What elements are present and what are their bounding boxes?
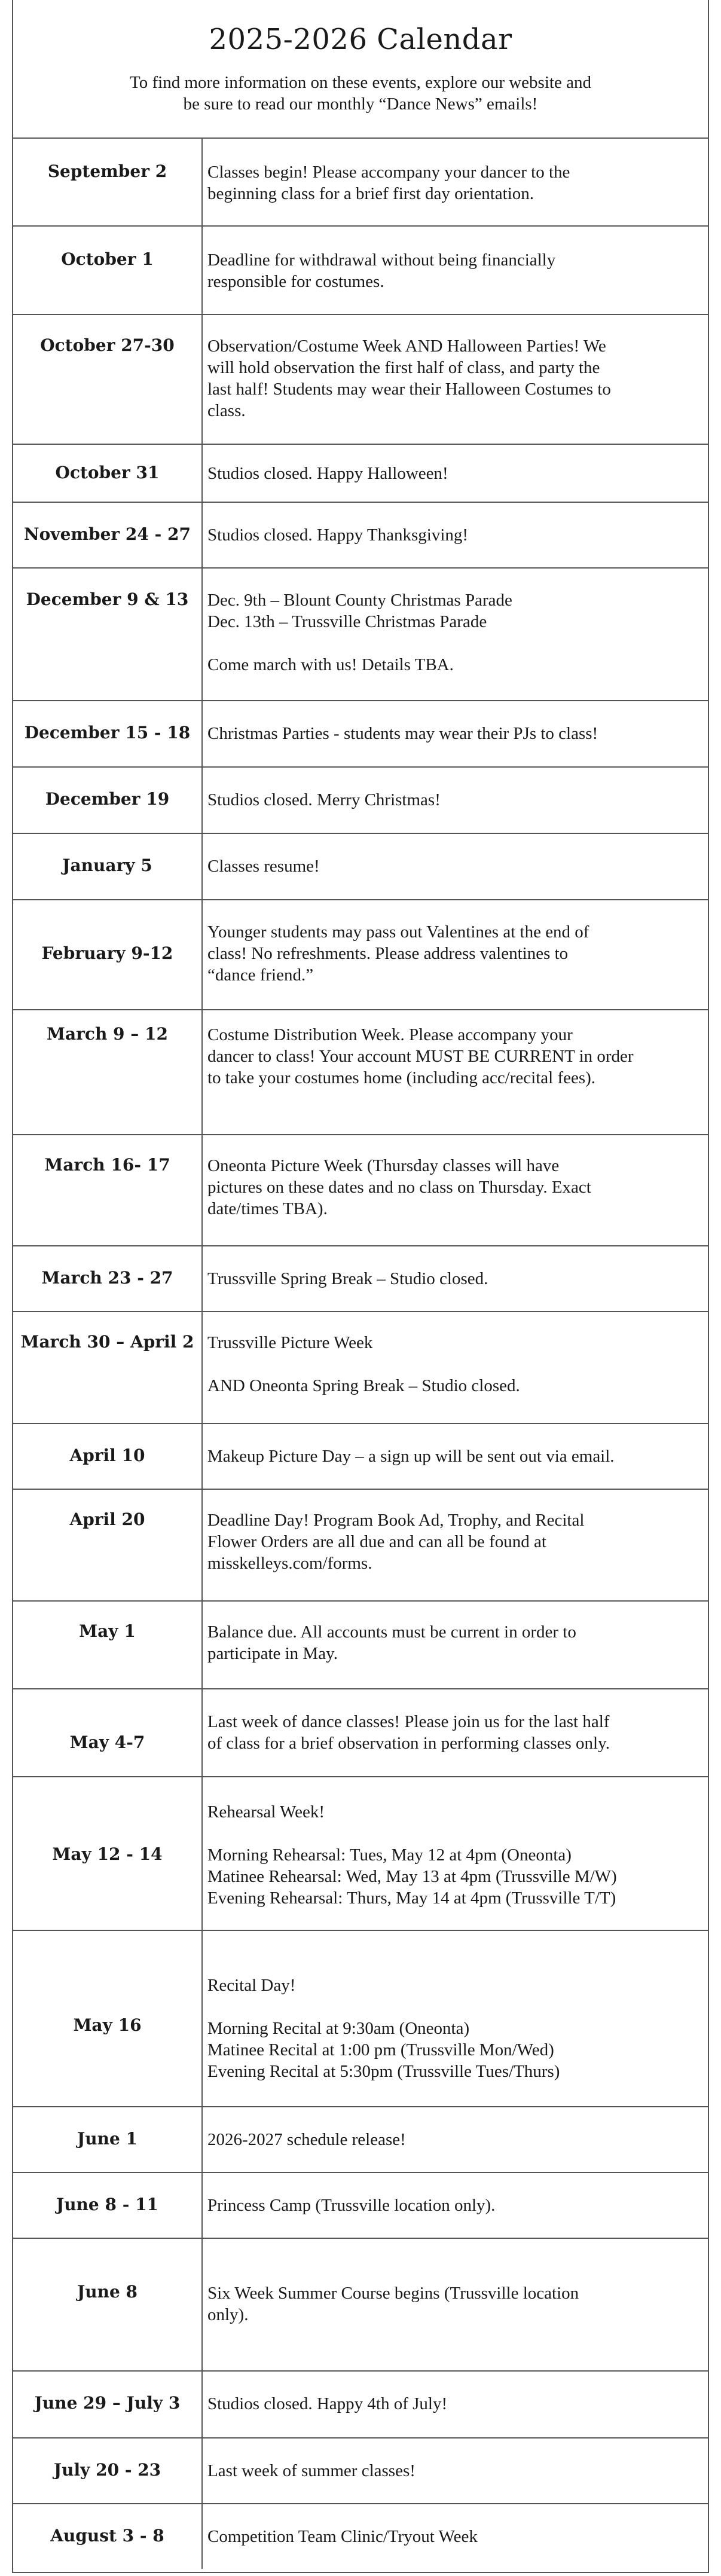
event-description [203, 701, 708, 766]
event-row-june-1 [13, 2107, 708, 2173]
event-date-text: May 1 [79, 1621, 136, 1641]
event-date-text: May 16 [73, 2015, 142, 2035]
event-date-text: June 1 [77, 2129, 138, 2149]
event-description-line: last half! Students may wear their Halloween Costumes to [207, 380, 611, 399]
event-description-line: Trussville Spring Break – Studio closed. [207, 1269, 488, 1288]
event-description [203, 569, 708, 700]
event-date-text: May 12 - 14 [52, 1844, 163, 1864]
event-date [13, 227, 203, 314]
event-date [13, 900, 203, 1009]
event-description-line: Younger students may pass out Valentines at the end of [207, 922, 589, 942]
event-date-text: August 3 - 8 [50, 2526, 164, 2546]
event-description-line: class. [207, 401, 246, 420]
event-description-line: Rehearsal Week! [207, 1802, 325, 1822]
event-description-line [207, 1823, 702, 1844]
event-date [13, 503, 203, 567]
event-date-text: September 2 [47, 161, 167, 181]
event-description-line: Last week of summer classes! [207, 2461, 416, 2480]
event-description-line: of class for a brief observation in performing classes only. [207, 1734, 610, 1753]
event-row-may-1 [13, 1602, 708, 1689]
event-row-march-9-12 [13, 1010, 708, 1135]
event-description-line: to take your costumes home (including acc/recital fees). [207, 1068, 596, 1087]
event-description [203, 1010, 708, 1134]
event-row-may-12-14 [13, 1777, 708, 1931]
event-row-april-20 [13, 1490, 708, 1602]
event-description-line: will hold observation the first half of class, and party the [207, 358, 600, 377]
event-row-june-29-july-3 [13, 2372, 708, 2439]
event-description-line: dancer to class! Your account MUST BE CURRENT in order [207, 1047, 634, 1066]
event-description [203, 2239, 708, 2370]
event-description-line [207, 1996, 702, 2018]
event-description-line: Observation/Costume Week AND Halloween Parties! We [207, 337, 606, 356]
event-date [13, 2107, 203, 2172]
event-description-line: “dance friend.” [207, 965, 314, 985]
event-description-line: Morning Rehearsal: Tues, May 12 at 4pm (Oneonta) [207, 1845, 572, 1865]
event-date [13, 1602, 203, 1688]
event-row-march-23-27 [13, 1246, 708, 1312]
event-date-text: March 23 - 27 [41, 1268, 173, 1288]
event-date [13, 2173, 203, 2238]
event-row-july-20-23 [13, 2439, 708, 2504]
event-row-may-4-7 [13, 1689, 708, 1777]
event-description [203, 445, 708, 502]
event-description [203, 900, 708, 1009]
event-row-october-1 [13, 227, 708, 315]
event-date-text: July 20 - 23 [53, 2460, 161, 2480]
event-date [13, 315, 203, 444]
calendar-header [13, 0, 708, 139]
event-description-line: Competition Team Clinic/Tryout Week [207, 2527, 478, 2546]
event-description-line: participate in May. [207, 1644, 338, 1663]
event-date-text: January 5 [62, 855, 152, 875]
event-description [203, 503, 708, 567]
event-date [13, 1312, 203, 1423]
event-description [203, 2439, 708, 2503]
event-row-june-8 [13, 2239, 708, 2372]
event-description [203, 768, 708, 833]
event-row-december-15-18 [13, 701, 708, 768]
event-row-december-9-13 [13, 569, 708, 701]
event-description-line: responsible for costumes. [207, 272, 384, 291]
event-description-line: Oneonta Picture Week (Thursday classes will have [207, 1156, 560, 1175]
event-description-line [207, 1353, 702, 1375]
event-date-text: October 27-30 [40, 335, 175, 355]
event-date-text: April 10 [69, 1446, 145, 1465]
event-description-line: Flower Orders are all due and can all be found at [207, 1532, 546, 1551]
event-description-line: Princess Camp (Trussville location only). [207, 2196, 496, 2215]
event-description-line: Christmas Parties - students may wear their PJs to class! [207, 724, 598, 743]
event-date [13, 834, 203, 899]
event-date-text: November 24 - 27 [24, 524, 191, 544]
event-description-line: Evening Rehearsal: Thurs, May 14 at 4pm (Trussville T/T) [207, 1889, 616, 1908]
event-description-line: Dec. 9th – Blount County Christmas Parade [207, 591, 512, 610]
event-description-line: Dec. 13th – Trussville Christmas Parade [207, 612, 487, 631]
event-date-text: March 30 – April 2 [20, 1332, 194, 1352]
event-row-january-5 [13, 834, 708, 900]
event-description [203, 1424, 708, 1489]
event-description [203, 227, 708, 314]
event-row-may-16 [13, 1931, 708, 2107]
event-date [13, 2372, 203, 2437]
event-date [13, 139, 203, 225]
event-row-february-9-12 [13, 900, 708, 1010]
event-date-text: October 31 [55, 463, 160, 482]
event-description-line: misskelleys.com/forms. [207, 1554, 372, 1573]
event-date [13, 1246, 203, 1311]
event-date [13, 2239, 203, 2370]
event-description [203, 2504, 708, 2569]
event-date-text: April 20 [69, 1509, 145, 1529]
intro-line: be sure to read our monthly “Dance News” emails! [183, 94, 538, 114]
event-date-text: June 29 – July 3 [34, 2393, 181, 2413]
event-description-line: Trussville Picture Week [207, 1333, 373, 1352]
event-row-june-8-11 [13, 2173, 708, 2239]
calendar-table [12, 0, 709, 2573]
page-title: 2025-2026 Calendar [209, 23, 512, 56]
event-description-line: Studios closed. Happy Thanksgiving! [207, 525, 469, 545]
event-row-august-3-8 [13, 2504, 708, 2569]
event-description [203, 139, 708, 225]
event-date [13, 2439, 203, 2503]
event-date [13, 1689, 203, 1776]
event-date-text: December 15 - 18 [24, 723, 191, 742]
event-description-line: date/times TBA). [207, 1199, 328, 1218]
event-row-september-2 [13, 139, 708, 227]
event-date [13, 1424, 203, 1489]
event-date [13, 768, 203, 833]
event-description [203, 2173, 708, 2238]
event-date [13, 2504, 203, 2569]
event-row-march-16-17 [13, 1135, 708, 1246]
event-description-line: Studios closed. Happy Halloween! [207, 464, 448, 483]
intro-line: To find more information on these events, explore our website and [130, 73, 591, 92]
event-description [203, 1689, 708, 1776]
event-description-line: beginning class for a brief first day orientation. [207, 184, 534, 203]
intro-text [13, 72, 708, 115]
event-date-text: December 9 & 13 [26, 589, 189, 609]
event-description-line: class! No refreshments. Please address valentines to [207, 944, 569, 963]
event-description-line: Deadline for withdrawal without being financially [207, 250, 556, 270]
event-description-line: Balance due. All accounts must be current in order to [207, 1622, 576, 1642]
event-date-text: December 19 [45, 789, 170, 809]
event-row-november-24-27 [13, 503, 708, 569]
event-description-line: Deadline Day! Program Book Ad, Trophy, and Recital [207, 1511, 585, 1530]
event-row-october-27-30 [13, 315, 708, 445]
event-row-october-31 [13, 445, 708, 503]
event-date [13, 1777, 203, 1930]
event-description [203, 2107, 708, 2172]
event-description-line: Studios closed. Happy 4th of July! [207, 2394, 448, 2413]
event-date-text: March 16- 17 [44, 1155, 170, 1175]
event-date [13, 701, 203, 766]
event-description [203, 2372, 708, 2437]
event-description [203, 1602, 708, 1688]
event-description-line: Six Week Summer Course begins (Trussville location [207, 2284, 579, 2303]
event-date-text: February 9-12 [41, 943, 173, 963]
event-description [203, 1777, 708, 1930]
event-description [203, 1135, 708, 1245]
event-description-line: Recital Day! [207, 1976, 296, 1995]
event-date [13, 1931, 203, 2106]
event-date [13, 569, 203, 700]
event-date [13, 1135, 203, 1245]
event-description-line: Studios closed. Merry Christmas! [207, 790, 441, 809]
event-description [203, 1246, 708, 1311]
event-description-line: Last week of dance classes! Please join us for the last half [207, 1712, 610, 1731]
event-row-april-10 [13, 1424, 708, 1490]
event-description [203, 834, 708, 899]
event-description-line [207, 632, 702, 654]
event-description-line: pictures on these dates and no class on Thursday. Exact [207, 1178, 591, 1197]
event-date [13, 1010, 203, 1134]
event-description-line: Matinee Recital at 1:00 pm (Trussville Mon/Wed) [207, 2040, 554, 2059]
event-row-december-19 [13, 768, 708, 834]
event-date [13, 1490, 203, 1600]
event-date [13, 445, 203, 502]
event-description-line: Come march with us! Details TBA. [207, 655, 454, 674]
event-description-line: Classes resume! [207, 857, 320, 876]
event-description [203, 315, 708, 444]
event-description-line: Evening Recital at 5:30pm (Trussville Tues/Thurs) [207, 2062, 560, 2081]
event-row-march-30-april-2 [13, 1312, 708, 1424]
event-description-line: Morning Recital at 9:30am (Oneonta) [207, 2019, 470, 2038]
event-description-line: Matinee Rehearsal: Wed, May 13 at 4pm (Trussville M/W) [207, 1867, 617, 1886]
event-description [203, 1312, 708, 1423]
event-description-line: AND Oneonta Spring Break – Studio closed. [207, 1376, 520, 1395]
event-description-line: Costume Distribution Week. Please accompany your [207, 1025, 573, 1044]
event-description-line: only). [207, 2305, 249, 2324]
event-date-text: May 4-7 [69, 1732, 145, 1752]
event-description-line: 2026-2027 schedule release! [207, 2130, 406, 2149]
event-date-text: June 8 - 11 [56, 2195, 159, 2214]
event-description-line: Classes begin! Please accompany your dancer to the [207, 163, 570, 182]
event-date-text: October 1 [61, 249, 154, 269]
event-rows [13, 139, 708, 2569]
event-description [203, 1931, 708, 2106]
event-date-text: March 9 – 12 [47, 1024, 168, 1044]
event-description-line: Makeup Picture Day – a sign up will be sent out via email. [207, 1447, 615, 1466]
event-date-text: June 8 [77, 2282, 138, 2302]
event-description [203, 1490, 708, 1600]
